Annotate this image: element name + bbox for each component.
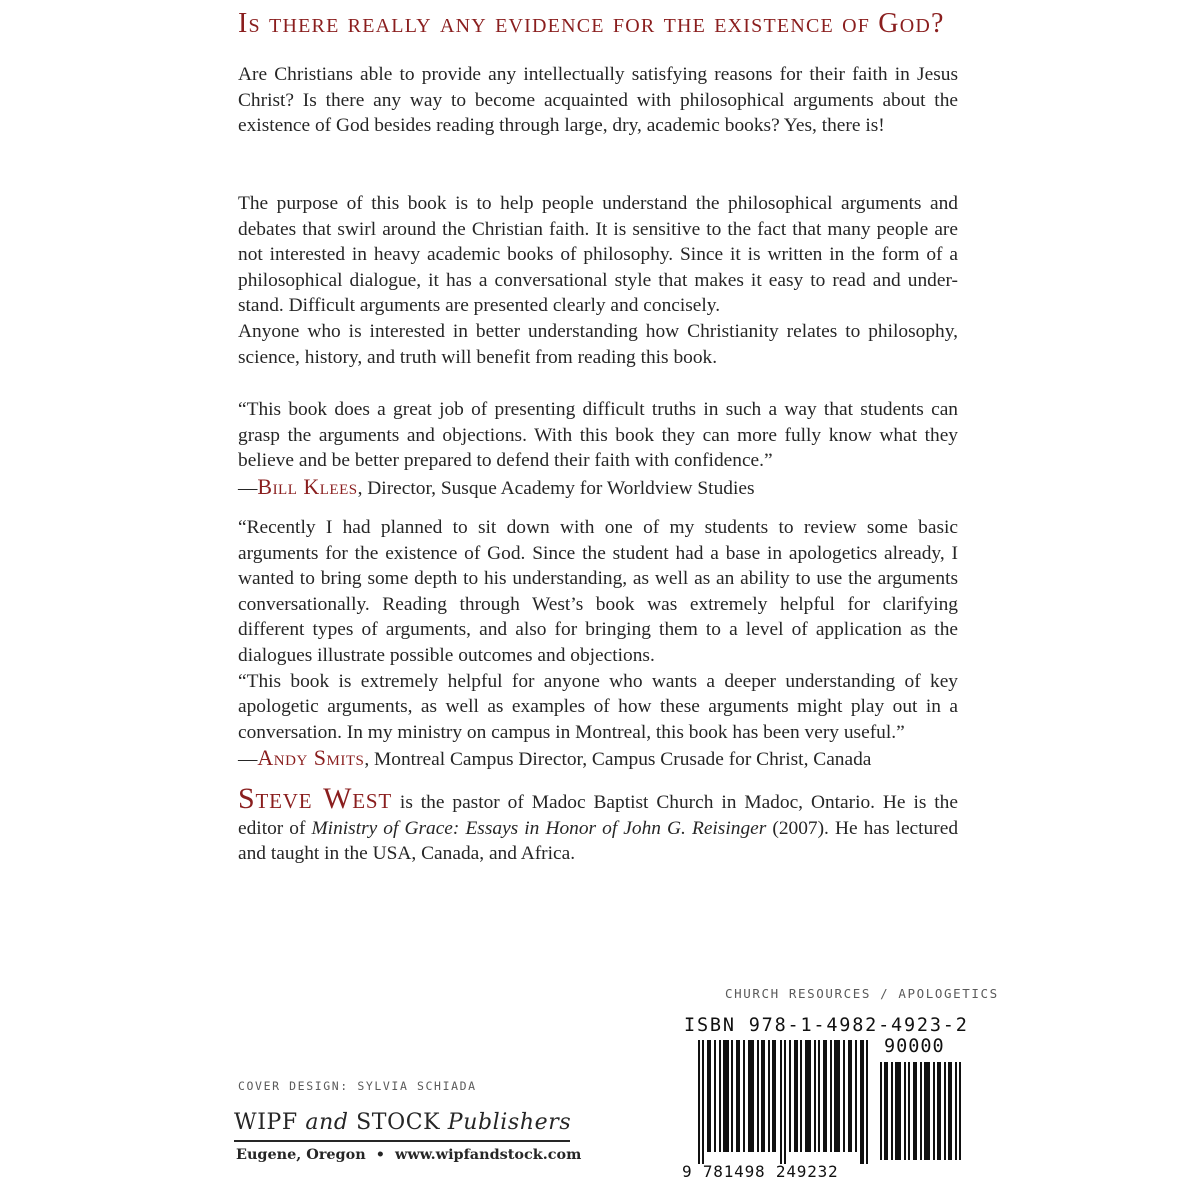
publisher-divider (234, 1140, 570, 1142)
publisher-website: www.wipfandstock.com (394, 1146, 582, 1163)
edited-book-title: Ministry of Grace: Essays in Honor of John G. Reisinger (311, 817, 767, 839)
attribution-dash: — (238, 749, 258, 771)
barcode-area (680, 1012, 969, 1184)
author-bio-text-b: (2007). He has lectured and taught in the USA, Canada, and Africa. (238, 817, 959, 865)
endorsement-2-attribution (238, 745, 958, 773)
publisher-name (234, 1110, 570, 1135)
endorser-affiliation-1: , Director, Susque Academy for Worldview Studies (357, 477, 755, 499)
cover-design-credit: COVER DESIGN: SYLVIA SCHIADA (238, 1079, 477, 1093)
endorsement-2-quote-1: “Recently I had planned to sit down with one of my students to review some basic arguments for the existence of God. Since the student had a base in apologetics already, I wanted to bring some depth to his understanding, as well as an ability to use the arguments conversationally. Reading through West’s book was extremely helpful for clarifying different types of arguments, and also for bringing them to a level of application as the dialogues illustrate possible outcomes and objections. (238, 517, 958, 666)
endorser-name-2: Andy Smits (257, 745, 365, 771)
category-label: CHURCH RESOURCES / APOLOGETICS (725, 986, 999, 1001)
addon-barcode (880, 1062, 962, 1160)
endorsement-1-attribution (238, 474, 958, 502)
ean-digits: 9 781498 249232 (682, 1162, 839, 1181)
description-paragraph-3: Anyone who is interested in better understanding how Christianity relates to philosophy, science, history, and truth will benefit from reading this book. (238, 321, 958, 368)
publisher-name-part-2: and (305, 1110, 349, 1135)
endorser-name-1: Bill Klees (257, 473, 358, 499)
description-paragraph-1: Are Christians able to provide any intellectually satisfying reasons for their faith in Jesus Christ? Is there any way to become acquainted with philosophical arguments about the existence of God besides reading through large, dry, academic books? Yes, there is! (238, 64, 958, 137)
endorsement-1-quote: “This book does a great job of presenting difficult truths in such a way that students can grasp the arguments and objections. With this book they can more fully know what they believe and be better prepared to defend their faith with confidence.” (238, 399, 958, 472)
endorser-affiliation-2: , Montreal Campus Director, Campus Crusade for Christ, Canada (364, 749, 872, 771)
ean-barcode (698, 1040, 874, 1164)
headline: Is there really any evidence for the existence of God? (238, 8, 945, 39)
isbn-number: ISBN 978-1-4982-4923-2 (684, 1015, 969, 1036)
endorsement-1 (238, 397, 958, 501)
attribution-dash: — (238, 477, 258, 499)
bullet-separator: • (375, 1146, 385, 1163)
publisher-address (236, 1146, 581, 1163)
endorsement-2 (238, 515, 958, 773)
author-bio (238, 782, 959, 867)
author-name: Steve West (238, 782, 393, 815)
description-paragraph-2: The purpose of this book is to help people understand the philosophical arguments and debates that swirl around the Christian faith. It is sensitive to the fact that many people are not interested in heavy academic books of philosophy. Since it is written in the form of a philosophical dialogue, it has a conversational style that makes it easy to read and under-stand. Difficult arguments are presented clearly and concisely. (238, 193, 958, 317)
price-code: 90000 (884, 1036, 945, 1057)
publisher-name-part-4: Publishers (447, 1110, 572, 1135)
publisher-name-part-1: WIPF (234, 1110, 306, 1135)
publisher-location: Eugene, Oregon (236, 1146, 366, 1163)
endorsement-2-quote-2: “This book is extremely helpful for anyone who wants a deeper understanding of key apologetic arguments, as well as examples of how these arguments might play out in a conversation. In my ministry on campus in Montreal, this book has been very useful.” (238, 670, 958, 743)
publisher-name-part-3: STOCK (348, 1110, 448, 1135)
author-bio-text-a: is the pastor of Madoc Baptist Church in Madoc, Ontario. He is the editor of (238, 792, 958, 839)
